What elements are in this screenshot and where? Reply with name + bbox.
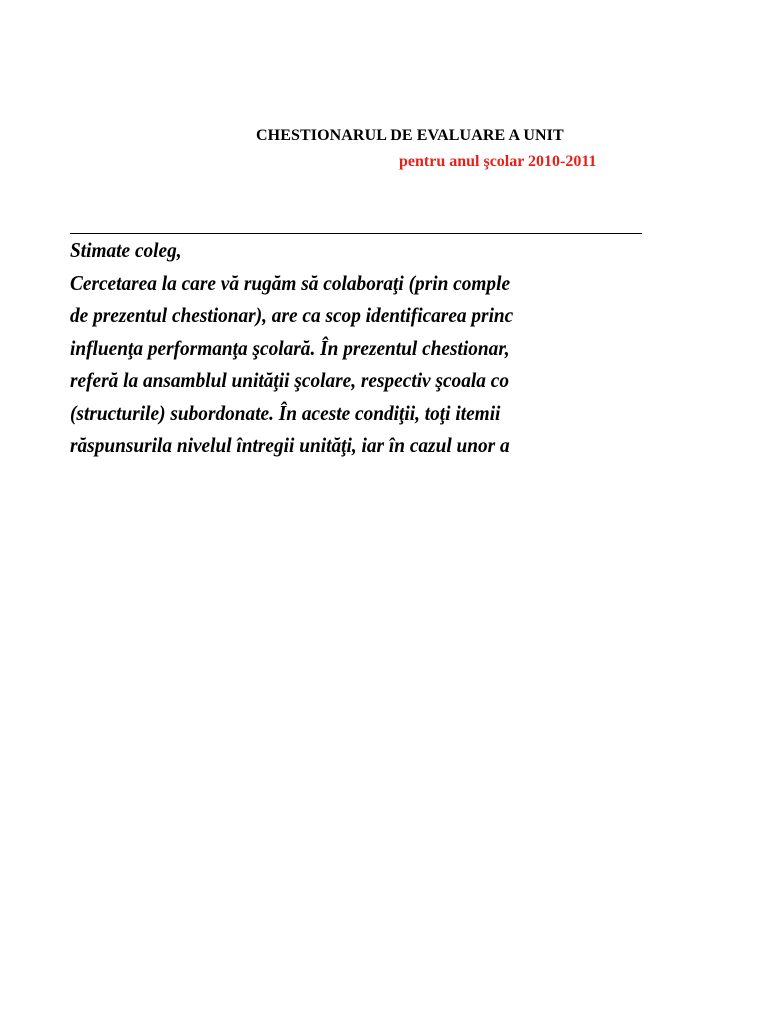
salutation: Stimate coleg, <box>70 238 182 262</box>
paragraph-line: de prezentul chestionar), are ca scop identificarea princ <box>70 303 514 327</box>
document-title: CHESTIONARUL DE EVALUARE A UNIT <box>256 127 564 144</box>
paragraph-line: influenţa performanţa şcolară. În prezentul chestionar, <box>70 335 510 360</box>
paragraph-line: răspunsurila nivelul întregii unităţi, iar în cazul unor a <box>70 433 510 457</box>
intro-text <box>70 234 513 462</box>
document-subtitle: pentru anul şcolar 2010-2011 <box>399 153 597 170</box>
paragraph-line: Cercetarea la care vă rugăm să colaboraţi (prin comple <box>70 270 511 295</box>
paragraph-line: referă la ansamblul unităţii şcolare, respectiv şcoala co <box>70 368 509 392</box>
paragraph-line: (structurile) subordonate. În aceste condiţii, toţi itemii <box>70 400 501 425</box>
